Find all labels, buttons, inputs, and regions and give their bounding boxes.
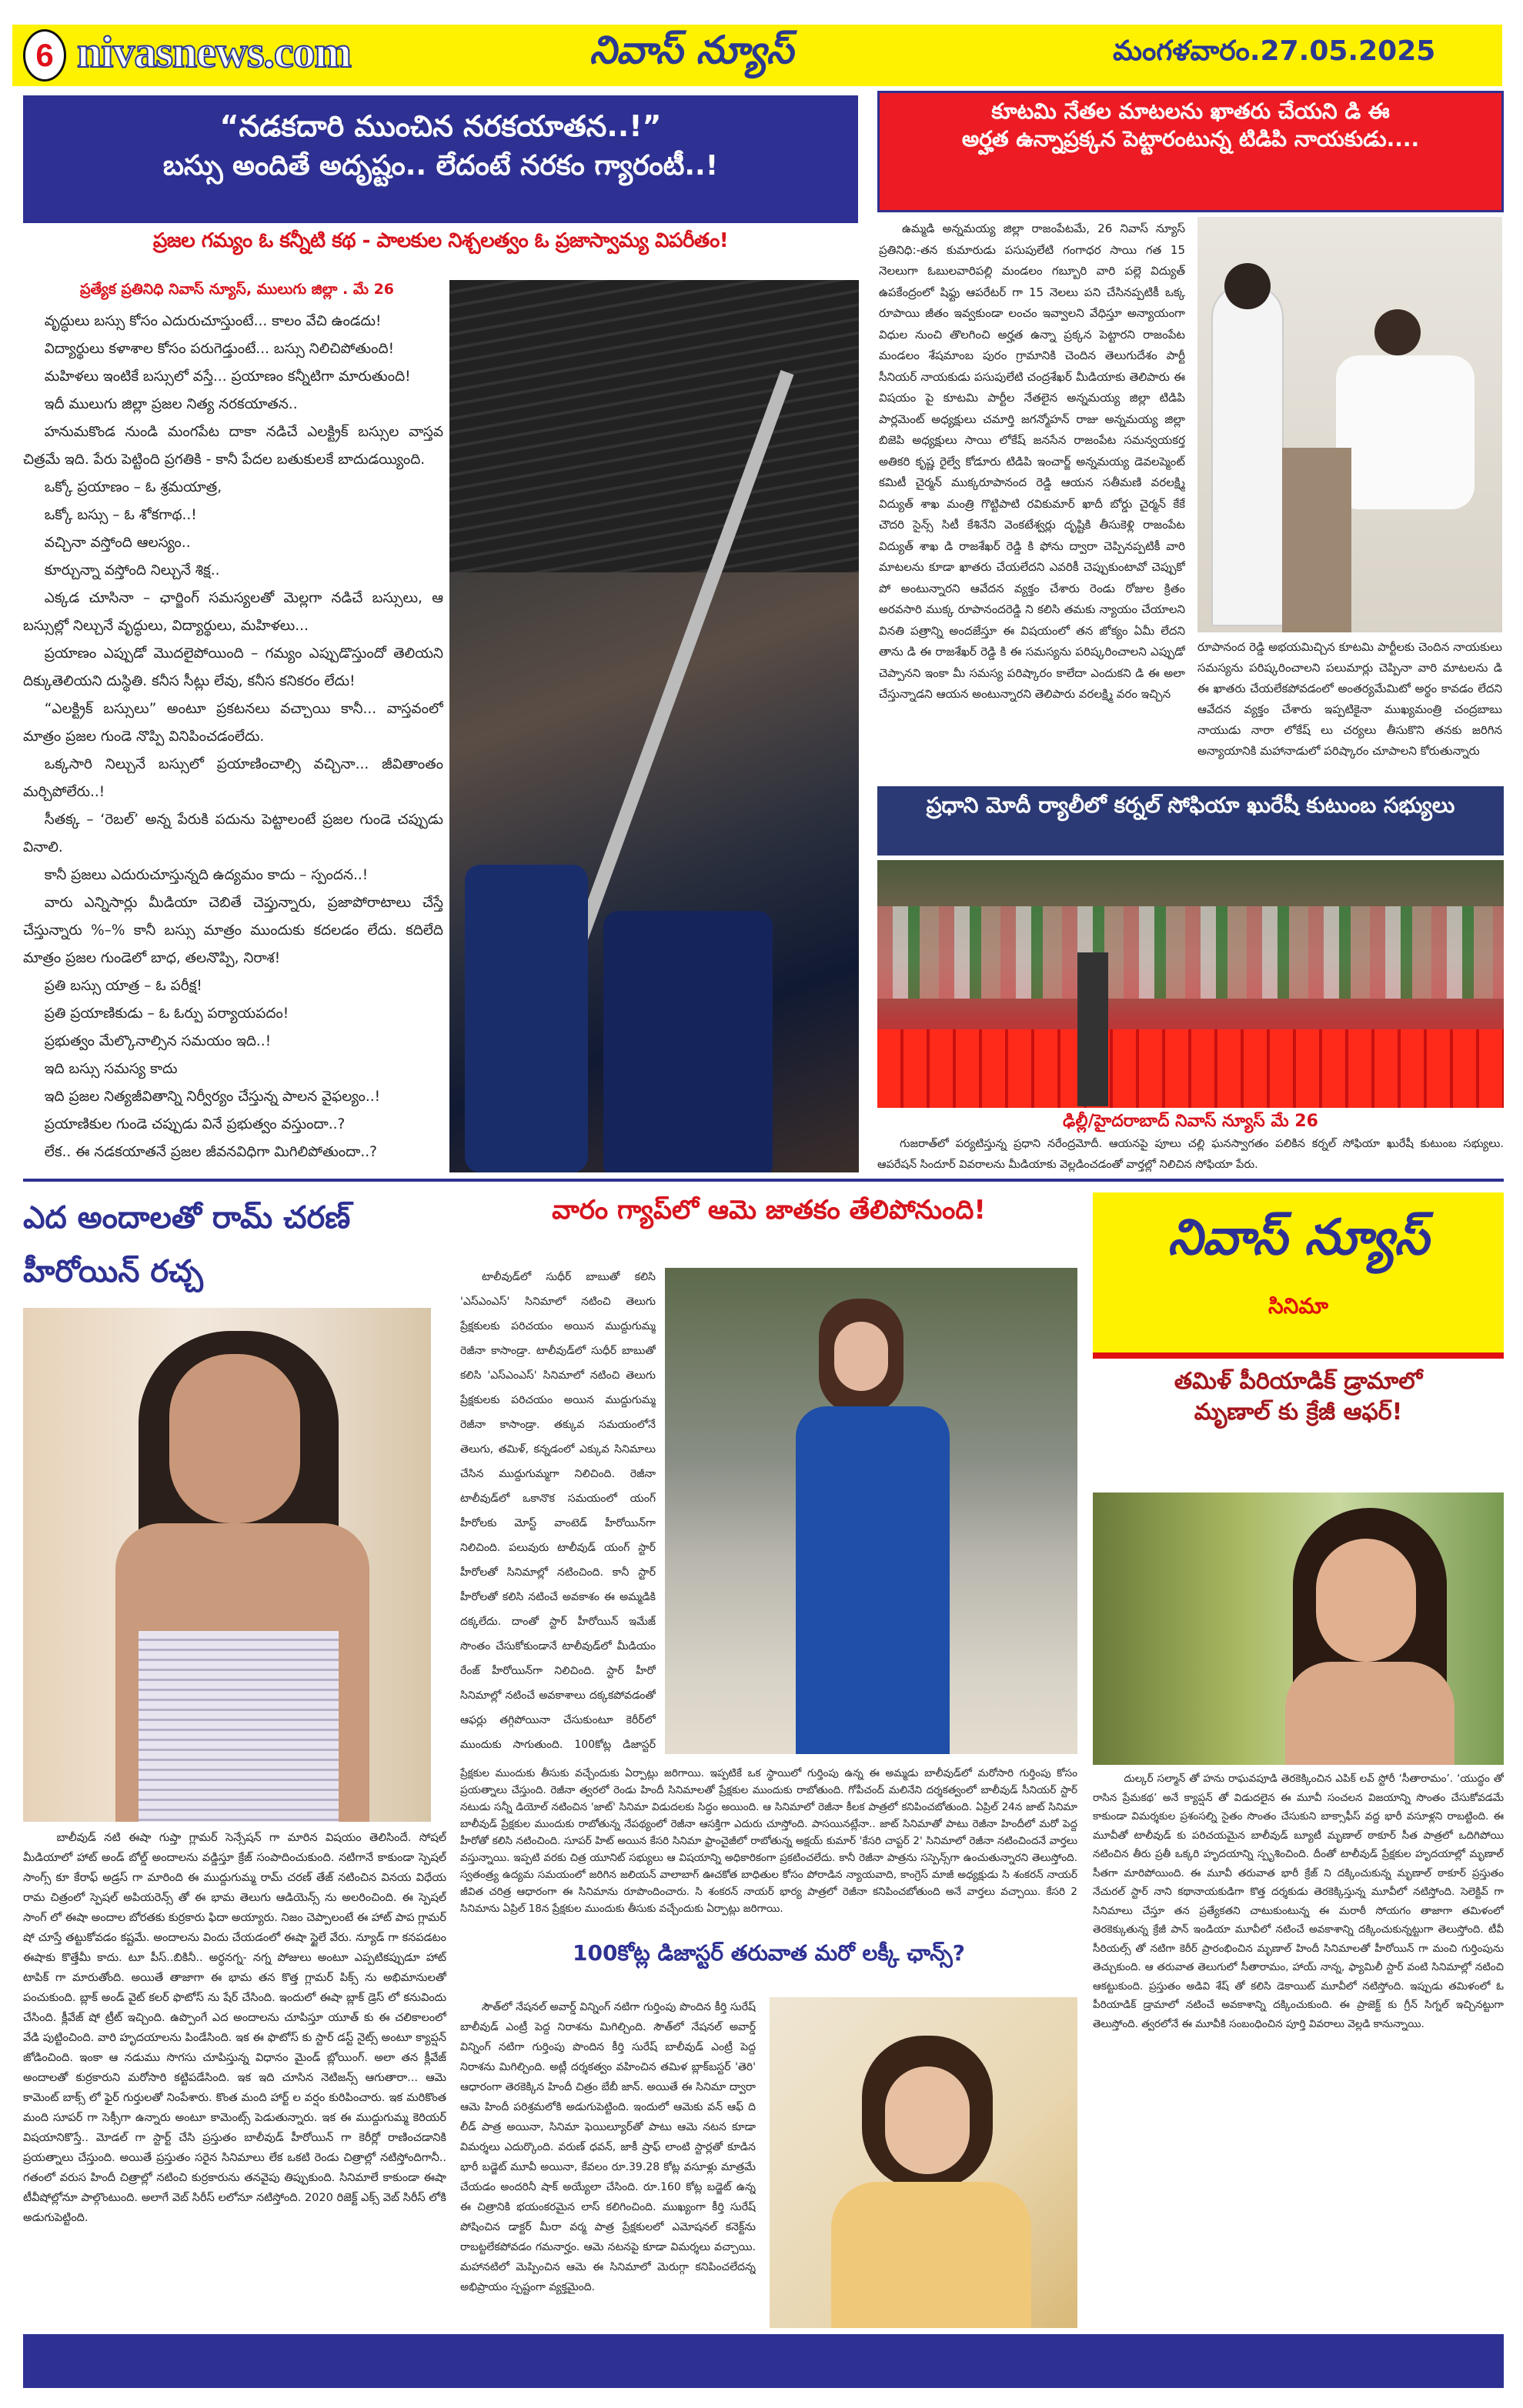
bus-paragraph: కూర్చున్నా వస్తోంది నిల్చునే శిక్ష.. xyxy=(44,562,220,579)
modi-rally-photo xyxy=(877,860,1504,1108)
keerthy-article-body: సౌత్‌లో నేషనల్ అవార్డ్ విన్నింగ్ నటిగా గుర్తింపు పొందిన కీర్తి సురేష్ బాలీవుడ్ ఎంట్రీ పెద్ద నిరాశను మిగిల్చింది. సౌత్‌లో నేషనల్ అవార్డ్ విన్నింగ్ నటిగా గుర్తింపు పొందిన కీర్తి సురేష్ బాలీవుడ్ ఎంట్రీ పెద్ద నిరాశను మిగిల్చింది. అట్లీ దర్శకత్వం వహించిన తమిళ బ్లాక్‌బస్టర్ 'తెరి' ఆధారంగా తెరకెక్కిన హిందీ చిత్రం బేబీ జాన్. అయితే ఈ సినిమా ద్వారా ఆమె హిందీ పరిశ్రమలోకి అడుగుపెట్టింది. ఇందులో ఆమెకు వన్ ఆఫ్ ది లీడ్ పాత్ర అయినా, సినిమా ఫెయిల్యూర్‌తో పాటు ఆమె నటన కూడా విమర్శలు ఎదుర్కొంది. వరుణ్ ధవన్, జాకీ ష్రాఫ్ లాంటి స్టార్లతో కూడిన భారీ బడ్జెట్ మూవీ అయినా, కేవలం రూ.39.28 కోట్ల వసూళ్లు మాత్రమే చేయడం అందరినీ షాక్ అయ్యేలా చేసింది. రూ.160 కోట్ల బడ్జెట్ ఉన్న ఈ చిత్రానికి భయంకరమైన లాస్ కలిగించింది. ముఖ్యంగా కీర్తి సురేష్ పోషించిన డాక్టర్ మీరా వర్మ పాత్ర ప్రేక్షకులలో ఎమోషనల్ కనెక్ట్‌ను రాబట్టలేకపోవడం గమనార్హం. ఆమె నటనపై కూడా విమర్శలు వచ్చాయి. మహానటిలో మెప్పించిన ఆమె ఈ సినిమాలో మెరుగ్గా కనిపించలేదన్న అభిప్రాయం స్పష్టంగా వ్యక్తమైంది. xyxy=(460,2001,756,2293)
bus-paragraph: కానీ ప్రజలు ఎదురుచూస్తున్నది ఉద్యమం కాదు – స్పందన..! xyxy=(44,867,369,883)
mrunal-headline xyxy=(1093,1366,1504,1428)
bus-paragraph: ప్రతి బస్సు యాత్ర – ఓ పరీక్ష! xyxy=(44,978,202,994)
bus-article-body xyxy=(23,308,443,1171)
bus-headline-box xyxy=(23,95,858,223)
mrunal-article-body: దుల్కర్ సల్మాన్ తో హను రాఘవపూడి తెరకెక్కించిన ఎపిక్ లవ్ స్టోరీ ‘సీతారామం’. ‘యుద్ధం తో రాసిన ప్రేమకథ’ అనే క్యాప్షన్ తో విడుదలైన ఈ మూవీ సంచలన విజయాన్ని సొంతం చేసుకోవడమే కాకుండా విమర్శకుల ప్రశంసల్ని సైతం సొంతం చేసుకుని బాక్సాఫీస్ వద్ద భారీ వసూళ్లని రాబట్టింది. ఈ మూవీతో టాలీవుడ్ కు పరిచయమైన బాలీవుడ్ బ్యూటీ మృణాల్ ఠాకూర్ సీత పాత్రలో ఒదిగిపోయి నటించిన తీరు ప్రతీ ఒక్కరి హృదయాన్ని స్పృశించింది. దీంతో టాలీవుడ్ ప్రేక్షకుల హృదయాల్లో మృణాల్ సీతగా మారిపోయింది. ఈ మూవీ తరువాత భారీ క్రేజ్ ని దక్కించుకున్న మృణాల్ ఠాకూర్ ప్రస్తుతం నేచురల్ స్టార్ నాని కథానాయకుడిగా కొత్త దర్శకుడు తెరకెక్కిస్తున్న మూవీలో నటిస్తోంది. సెలెక్టివ్ గా సినిమాలు చేస్తూ తన ప్రత్యేకతని చాటుకుంటున్న ఈ మరాఠీ సోయగం తాజాగా తమిళంలో తెరకెక్కుతున్న క్రేజీ పాన్ ఇండియా మూవీలో నటించే అవకాశాన్ని దక్కించుకున్నట్టుగా తెలుస్తోంది. టీవీ సీరియల్స్ తో నటిగా కెరీర్ ప్రారంభించిన మృణాల్ హిందీ సినిమాలతో హీరోయిన్ గా మంచి గుర్తింపును తెచ్చుకుంది. ఆ తరువాత తెలుగులో సీతారామం, హాయ్ నాన్న, ఫ్యామిలీ స్టార్ వంటి సినిమాల్లో నటించి ఆకట్టుకుంది. ప్రస్తుతం అడివి శేష్ తో కలిసి డెకాయిట్ మూవీలో నటిస్తోంది. ఇప్పుడు తమిళంలో ఓ పీరియాడిక్ డ్రామాలో నటించే అవకాశాన్ని దక్కించుకుంది. ఈ ప్రాజెక్ట్ కు గ్రీన్ సిగ్నల్ ఇచ్చినట్టుగా తెలుస్తోంది. త్వరలోనే ఈ మూవీకి సంబంధించిన పూర్తి వివరాలు వెల్లడి కానున్నాయి. xyxy=(1093,1773,1504,2030)
regina-photo xyxy=(665,1268,1077,1754)
bus-paragraph: ప్రతి ప్రయాణికుడు – ఓ ఓర్పు పర్యాయపదం! xyxy=(44,1006,289,1022)
bus-paragraph: ఒక్కో బస్సు – ఓ శోకగాథ..! xyxy=(44,507,197,523)
bus-paragraph: ఒక్కో ప్రయాణం – ఓ శ్రమయాత్ర, xyxy=(44,479,222,495)
esha-article-body: బాలీవుడ్ నటి ఈషా గుప్తా గ్లామర్ సెన్సేషన్ గా మారిన విషయం తెలిసిందే. సోషల్ మీడియాలో హాట్ అండ్ బోల్డ్ అందాలను వడ్డిస్తూ క్రేజ్ సంపాదించుకుంది. నటిగానే కాకుండా స్పెషల్ సాంగ్స్ కూ కేరాఫ్ అడ్రస్ గా మారింది ఈ ముద్దుగుమ్మ రామ్ చరణ్ తేజ్ నటించిన వినయ విధేయ రామ చిత్రంలో స్పెషల్ అపియరెన్స్ తో ఈ భామ తెలుగు ఆడియెన్స్ ను అలరించింది. ఈ స్పెషల్ సాంగ్ లో ఈషా అందాల బోరతకు కుర్రకారు ఫిదా అయ్యారు. నిజం చెప్పాలంటే ఈ హాట్ పాప గ్లామర్ షో చూస్తే తట్టుకోవడం కష్టమే. అందాలను విందు చేయడంలో ఈషా స్టైలే వేరు. న్యూడ్ గా కనపడటం ఈషాకు కొత్తేమీ కాదు. టూ పీస్..బికినీ.. అర్ధనగ్న- నగ్న పోజులు అంటూ ఎప్పటికప్పుడూ హాట్ టాపిక్ గా మారుతోంది. అయితే తాజాగా ఈ భామ తన కొత్త గ్లామర్ పిక్స్ ను అభిమానులతో పంచుకుంది. బ్లాక్ అండ్ వైట్ కలర్ ఫొటోస్ ను షేర్ చేసింది. ఇందులో ఈషా బ్లాక్ డ్రెస్ లో కనువిందు చేసింది. క్లీవేజ్ షో ట్రీట్ ఇచ్చింది. ఉప్పొంగే ఎద అందాలను చూపిస్తూ యూత్ కు ఈ చలికాలంలో వేడి పుట్టించింది. వారి హృదయాలను పిండేసింది. ఇక ఈ ఫొటోస్ కు స్టార్ డస్ట్ నైట్స్ అంటూ క్యాప్షన్ జోడించింది. ఇంకా ఆ నడుము సొగసు చూపిస్తున్న విధానం మైండ్ బ్లోయింగ్. అలా తన క్లీవేజ్ అందాలతో కుర్రకారుని మరోసారి కట్టిపడేసింది. ఇక ఇది చూసిన నెటిజన్స్ ఆగుతారా... ఆమె కామెంట్ బాక్స్ లో ఫైర్ గుర్తులతో నింపేశారు. కొంత మంది హార్ట్ ల వర్షం కురిపించారు. ఇక మరికొంత మంది సూపర్ గా సెక్సీగా ఉన్నారు అంటూ కామెంట్స్ పెడుతున్నారు. ఇక ఈ ముద్దుగుమ్మ కెరియర్ విషయానికొస్తే.. మోడల్ గా స్టార్ట్ చేసి ప్రస్తుతం బాలీవుడ్ హీరోయిన్ గా కెరీర్లో రాణించడానికి ప్రయత్నాలు చేస్తుంది. అయితే ప్రస్తుతం సరైన సినిమాలు లేక ఒకటి రెండు చిత్రాల్లో నటిస్తోందిగానీ.. గతంలో వరుస హిందీ చిత్రాల్లో నటించి కుర్రకారును తనవైపు తిప్పుకుంది. సినిమాలే కాకుండా ఈషా టీవీషోల్లోనూ పాల్గొంటుంది. అలాగే వెబ్ సిరీస్ లలోనూ నటిస్తోంది. 2020 రిజెక్ట్ ఎక్స్ వెబ్ సిరీస్ లోకి అడుగుపెట్టింది. xyxy=(23,1832,446,2224)
site-url[interactable]: nivasnews.com xyxy=(77,27,351,77)
regina-article-column: టాలీవుడ్‌లో సుధీర్ బాబుతో కలిసి 'ఎస్ఎంఎస్' సినిమాలో నటించి తెలుగు ప్రేక్షకులకు పరిచయం అయిన ముద్దుగుమ్మ రెజీనా కాసాండ్రా. టాలీవుడ్‌లో సుధీర్ బాబుతో కలిసి 'ఎస్ఎంఎస్' సినిమాలో నటించి తెలుగు ప్రేక్షకులకు పరిచయం అయిన ముద్దుగుమ్మ రెజీనా కాసాండ్రా. తక్కువ సమయంలోనే తెలుగు, తమిళ్, కన్నడంలో ఎక్కువ సినిమాలు చేసిన ముద్దుగుమ్మగా నిలిచింది. రెజీనా టాలీవుడ్‌లో ఒకానొక సమయంలో యంగ్ హీరోలకు మోస్ట్ వాంటెడ్ హీరోయిన్‌గా నిలిచింది. పలువురు టాలీవుడ్ యంగ్ స్టార్ హీరోలతో సినిమాల్లో నటించింది. కానీ స్టార్ హీరోలతో కలిసి నటించే అవకాశం ఈ అమ్మడికి దక్కలేదు. దాంతో స్టార్ హీరోయిన్ ఇమేజ్ సొంతం చేసుకోకుండానే టాలీవుడ్‌లో మీడియం రేంజ్ హీరోయిన్‌గా నిలిచింది. స్టార్ హీరో సినిమాల్లో నటించే అవకాశాలు దక్కకపోవడంతో ఆఫర్లు తగ్గిపోయినా చేసుకుంటూ కెరీర్‌లో ముందుకు సాగుతుంది. 100కోట్ల డిజాస్టర్ xyxy=(460,1271,656,1751)
bus-paragraph: ఇదీ ములుగు జిల్లా ప్రజల నిత్య నరకయాతన.. xyxy=(44,396,298,412)
bus-paragraph: ఇది ప్రజల నిత్యజీవితాన్ని నిర్వీర్యం చేస్తున్న పాలన వైఫల్యం..! xyxy=(44,1089,381,1105)
mrunal-photo xyxy=(1093,1492,1504,1765)
keerthy-photo xyxy=(770,1997,1077,2328)
modi-dateline: ఢిల్లీ/హైదరాబాద్ నివాస్ న్యూస్ మే 26 xyxy=(1063,1112,1318,1131)
bus-paragraph: ప్రయాణం ఎప్పుడో మొదలైపోయింది – గమ్యం ఎప్పుడొస్తుందో తెలియని దిక్కుతెలియని దుస్థితి. కనీస సీట్లు లేవు, కనీస కనికరం లేదు! xyxy=(23,645,443,689)
cinema-logo-overlay: సినిమా xyxy=(1268,1293,1328,1319)
regina-article-wide: ప్రేక్షకుల ముందుకు తీసుకు వచ్చేందుకు ఏర్పాట్లు జరిగాయి. ఇప్పటికే ఒక స్థాయిలో గుర్తింపు ఉన్న ఈ అమ్మడు బాలీవుడ్‌లో మరోసారి గుర్తింపు కోసం ప్రయత్నాలు చేస్తుంది. రెజీనా త్వరలో రెండు హిందీ సినిమాలతో ప్రేక్షకుల ముందుకు రాబోతుంది. గోపీచంద్ మలినేని దర్శకత్వంలో బాలీవుడ్ సీనియర్ స్టార్ నటుడు సన్నీ డియోల్ నటించిన 'జాట్' సినిమా విడుదలకు సిద్ధం అయింది. ఆ సినిమాలో రెజీనా కీలక పాత్రలో కనిపించబోతుంది. ఏప్రిల్ 24న జాట్ సినిమా బాలీవుడ్ ప్రేక్షకుల ముందుకు రాబోతున్న నేపథ్యంలో రెజీనా ఆసక్తిగా ఎదురు చూస్తోంది. పాసయినట్లేనా.. జాట్ సినిమాతో పాటు రెజీనా హిందీలో మరో పెద్ద హీరోతో కలిసి నటించింది. సూపర్ హిట్ అయిన కేసరి సినిమా ఫ్రాంచైజీలో రాబోతున్న అక్షయ్ కుమార్ 'కేసరి చాప్టర్ 2' సినిమాలో రెజీనా నటించిందనే వార్తలు వస్తున్నాయి. ఇప్పటి వరకు చిత్ర యూనిట్ సభ్యులు ఆ విషయాన్ని అధికారికంగా ప్రకటించలేదు. కానీ రెజీనా పాత్రను సస్పెన్స్‌గా ఉంచుతున్నారని తెలుస్తోంది. స్వతంత్ర్య ఉద్యమ సమయంలో జరిగిన జలియన్ వాలాబాగ్ ఊచకోత బాధితుల కోసం పోరాడిన న్యాయవాది, కాంగ్రెస్ మాజీ అధ్యక్షుడు సి శంకరన్ నాయర్ జీవిత చరిత్ర ఆధారంగా ఈ సినిమాను రూపొందించారు. సి శంకరన్ నాయర్ భార్య పాత్రలో రెజీనా కనిపించబోతుంది అనే వార్తలు వచ్చాయి. కేసరి 2 సినిమాను ఏప్రిల్ 18న ప్రేక్షకుల ముందుకు తీసుకు వచ్చేందుకు ఏర్పాట్లు జరిగాయి. xyxy=(460,1767,1077,1915)
modi-caption: గుజరాత్‌లో పర్యటిస్తున్న ప్రధాని నరేంద్రమోదీ. ఆయనపై పూలు చల్లి ఘనస్వాగతం పలికిన కర్నల్ సోఫియా ఖురేషీ కుటుంబ సభ్యులు. ఆపరేషన్ సిందూర్ వివరాలను మీడియాకు వెల్లడించడంతో వార్తల్లో నిలిచిన సోఫియా పేరు. xyxy=(877,1138,1504,1171)
bus-headline-line1: “నడకదారి ముంచిన నరకయాతన..!” xyxy=(219,109,662,143)
keerthy-headline: 100కోట్ల డిజాస్టర్ తరువాత మరో లక్కీ ఛాన్స్? xyxy=(572,1940,966,1966)
bus-paragraph: వారు ఎన్నిసార్లు మీడియా చెబితే చెప్తున్నారు, ప్రజాపోరాటాలు చేస్తే చేస్తున్నారు %–% కానీ బస్సు మాత్రం ముందుకు కదలడం లేదు. కదిలేది మాత్రం ప్రజల గుండెలో బాధ, తలనొప్పి, నిరాశ! xyxy=(23,895,443,966)
bus-dateline: ప్రత్యేక ప్రతినిధి నివాస్ న్యూస్, ములుగు జిల్లా . మే 26 xyxy=(79,281,395,298)
bus-paragraph: ప్రభుత్వం మేల్కొనాల్సిన సమయం ఇది..! xyxy=(44,1033,272,1049)
bus-paragraph: వృద్ధులు బస్సు కోసం ఎదురుచూస్తుంటే... కాలం వేచి ఉండదు! xyxy=(44,313,382,329)
bus-interior-photo xyxy=(449,280,859,1172)
masthead-bar xyxy=(12,25,1502,86)
esha-photo xyxy=(23,1308,431,1822)
bus-paragraph: హనుమకొండ నుండి మంగపేట దాకా నడిచే ఎలక్ట్రిక్ బస్సుల వాస్తవ చిత్రమే ఇది. పేరు పెట్టింది ప్రగతికి - కానీ పేదల బతుకులకే బాదుడయ్యింది. xyxy=(23,424,443,468)
esha-headline: ఎద అందాలతో రామ్ చరణ్ హీరోయిన్ రచ్చ xyxy=(23,1200,351,1289)
cinema-logo-box xyxy=(1093,1192,1504,1359)
section-divider xyxy=(23,1179,1504,1182)
bus-paragraph: ఇది బస్సు సమస్య కాదు xyxy=(44,1061,178,1077)
tdp-headline-line2: అర్హత ఉన్నాప్రక్కన పెట్టారంటున్న టిడిపి నాయకుడు.... xyxy=(961,126,1420,152)
bus-paragraph: “ఎలక్ట్రిక్ బస్సులు” అంటూ ప్రకటనలు వచ్చాయి కానీ... వాస్తవంలో మాత్రం ప్రజల గుండె నొప్పి వినిపించడంలేదు. xyxy=(23,701,443,745)
page-number-badge: 6 xyxy=(23,29,66,82)
bus-paragraph: ఒక్కసారి నిల్చునే బస్సులో ప్రయాణించాల్సి వచ్చినా... జీవితాంతం మర్చిపోలేరు..! xyxy=(23,756,443,800)
tdp-article-body-right: రూపానంద రెడ్డి అభయమిచ్చిన కూటమి పార్టీలకు చెందిన నాయకులు సమస్యను పరిష్కరించాలని పలుమార్లు చెప్పినా వారి మాటలను డి ఈ ఖాతరు చేయలేకపోవడంలో అంతర్యమేమిటో అర్థం కావడం లేదని ఆవేదన వ్యక్తం చేశారు ఇప్పటికైనా ముఖ్యమంత్రి చంద్రబాబు నాయుడు నారా లోకేష్ లు చర్యలు తీసుకొని తనకు జరిగిన అన్యాయానికి మహానాడులో పరిష్కారం చూపాలని కోరుతున్నారు xyxy=(1197,640,1502,758)
regina-headline: వారం గ్యాప్‌లో ఆమె జాతకం తేలిపోనుంది! xyxy=(552,1195,986,1226)
newspaper-title: నివాస్ న్యూస్ xyxy=(589,28,793,72)
bus-paragraph: వచ్చినా వస్తోంది ఆలస్యం.. xyxy=(44,535,191,551)
tdp-headline-box xyxy=(877,91,1504,212)
footer-bar xyxy=(23,2334,1504,2388)
bus-paragraph: విద్యార్థులు కళాశాల కోసం పరుగెడ్తుంటే... బస్సు నిలిచిపోతుంది! xyxy=(44,341,394,357)
bus-subheadline: ప్రజల గమ్యం ఓ కన్నీటి కథ - పాలకుల నిశ్చలత్వం ఓ ప్రజాస్వామ్య విపరీతం! xyxy=(152,229,729,252)
bus-headline-line2: బస్సు అందితే అదృష్టం.. లేదంటే నరకం గ్యారంటీ..! xyxy=(162,150,719,182)
mrunal-headline-line1: తమిళ్ పీరియాడిక్ డ్రామాలో xyxy=(1174,1368,1423,1395)
mrunal-headline-line2: మృణాల్ కు క్రేజీ ఆఫర్! xyxy=(1194,1399,1403,1426)
modi-headline: ప్రధాని మోదీ ర్యాలీలో కర్నల్ సోఫియా ఖురేషీ కుటుంబ సభ్యులు xyxy=(877,786,1504,855)
bus-paragraph: మహిళలు ఇంటికే బస్సులో వస్తే... ప్రయాణం కన్నీటిగా మారుతుంది! xyxy=(44,369,411,385)
tdp-leaders-photo xyxy=(1197,217,1502,632)
tdp-headline-line1: కూటమి నేతల మాటలను ఖాతరు చేయని డి ఈ xyxy=(991,98,1390,124)
issue-date: మంగళవారం.27.05.2025 xyxy=(1113,35,1436,67)
bus-paragraph: సీతక్క – ‘రెబల్’ అన్న పేరుకి పదును పెట్టాలంటే ప్రజల గుండె చప్పుడు వినాలి. xyxy=(23,812,443,855)
bus-paragraph: లేక.. ఈ నడకయాతనే ప్రజల జీవనవిధిగా మిగిలిపోతుందా..? xyxy=(44,1144,377,1160)
tdp-article-body-left: ఉమ్మడి అన్నమయ్య జిల్లా రాజంపేటమే, 26 నివాస్ న్యూస్ ప్రతినిధి:-తన కుమారుడు పసుపులేటి గంగాధర సాయి గత 15 నెలలుగా ఓబులవారిపల్లి మండలం గబ్బూరి వారి పల్లె విద్యుత్ ఉపకేంద్రంలో షిఫ్టు ఆపరేటర్ గా 15 నెలలు పని చేసినప్పటికీ ఒక్క రూపాయి జీతం ఇవ్వకుండా లంచం ఇవ్వాలని వేధిస్తూ అన్యాయంగా విధుల నుంచి తొలగించి అర్హత ఉన్నా ప్రక్కన పెట్టారని రాజంపేట మండలం శేషమాంబ పురం గ్రామానికి చెందిన తెలుగుదేశం పార్టీ సీనియర్ నాయకుడు పసుపులేటి చంద్రశేఖర్ మీడియాకు తెలిపారు ఈ విషయం పై కూటమి పార్టీల నేతలైన అన్నమయ్య జిల్లా టిడిపి పార్లమెంట్ అధ్యక్షులు చమార్తి జగన్మోహన్ రాజు అన్నమయ్య జిల్లా బిజెపి అధ్యక్షులు సాయి లోకేష్ జనసేన రాజంపేట సమన్వయకర్త అతికరి కృష్ణ రైల్వే కోడూరు టిడిపి ఇంచార్జ్ అన్నమయ్య డెవలప్మెంట్ కమిటీ చైర్మన్ ముక్కరూపానంద రెడ్డి ఆయన సతీమణి వరలక్ష్మి విద్యుత్ శాఖ మంత్రి గొట్టిపాటి రవికుమార్ ఖాదీ బోర్డు చైర్మన్ కేకే చౌదరి సైన్స్ సిటీ కేశినేని వెంకటేశ్వర్లు దృష్టికి తీసుకెళ్లి రాజంపేట విద్యుత్ శాఖ డి రాజశేఖర్ రెడ్డి కి ఫోను ద్వారా చెప్పినప్పటికీ వారి మాటలను కూడా ఖాతరు చేయలేదని ఎవరికీ చెప్పుకుంటావో చెప్పుకో పో అంటున్నారని ఆవేదన వ్యక్తం చేశారు రెండు రోజుల క్రితం అరవసారి ముక్క రూపానందరెడ్డి ని కలిసి తమకు న్యాయం చేయాలని వినతి పత్రాన్ని అందజేస్తూ ఈ విషయంలో తన జోక్యం ఏమీ లేదని తాను డి ఈ రాజశేఖర్ రెడ్డి కి ఈ సమస్యను పరిష్కరించాలని ఎప్పుడో చెప్పానని ఇంకా మీ సమస్య పరిష్కారం కాలేదా ఎందుకని డి ఈ అలా చేస్తున్నాడని ఆయన అంటున్నారని తెలిపారు వరలక్ష్మి వరం ఇచ్చిన xyxy=(879,222,1185,701)
bus-paragraph: ప్రయాణికుల గుండె చప్పుడు వినే ప్రభుత్వం వస్తుందా..? xyxy=(44,1116,346,1132)
bus-paragraph: ఎక్కడ చూసినా – ఛార్జింగ్ సమస్యలతో మెల్లగా నడిచే బస్సులు, ఆ బస్సుల్లో నిల్చునే వృద్ధులు, విద్యార్థులు, మహిళలు... xyxy=(23,590,443,634)
cinema-logo-main: నివాస్ న్యూస్ xyxy=(1167,1209,1429,1266)
